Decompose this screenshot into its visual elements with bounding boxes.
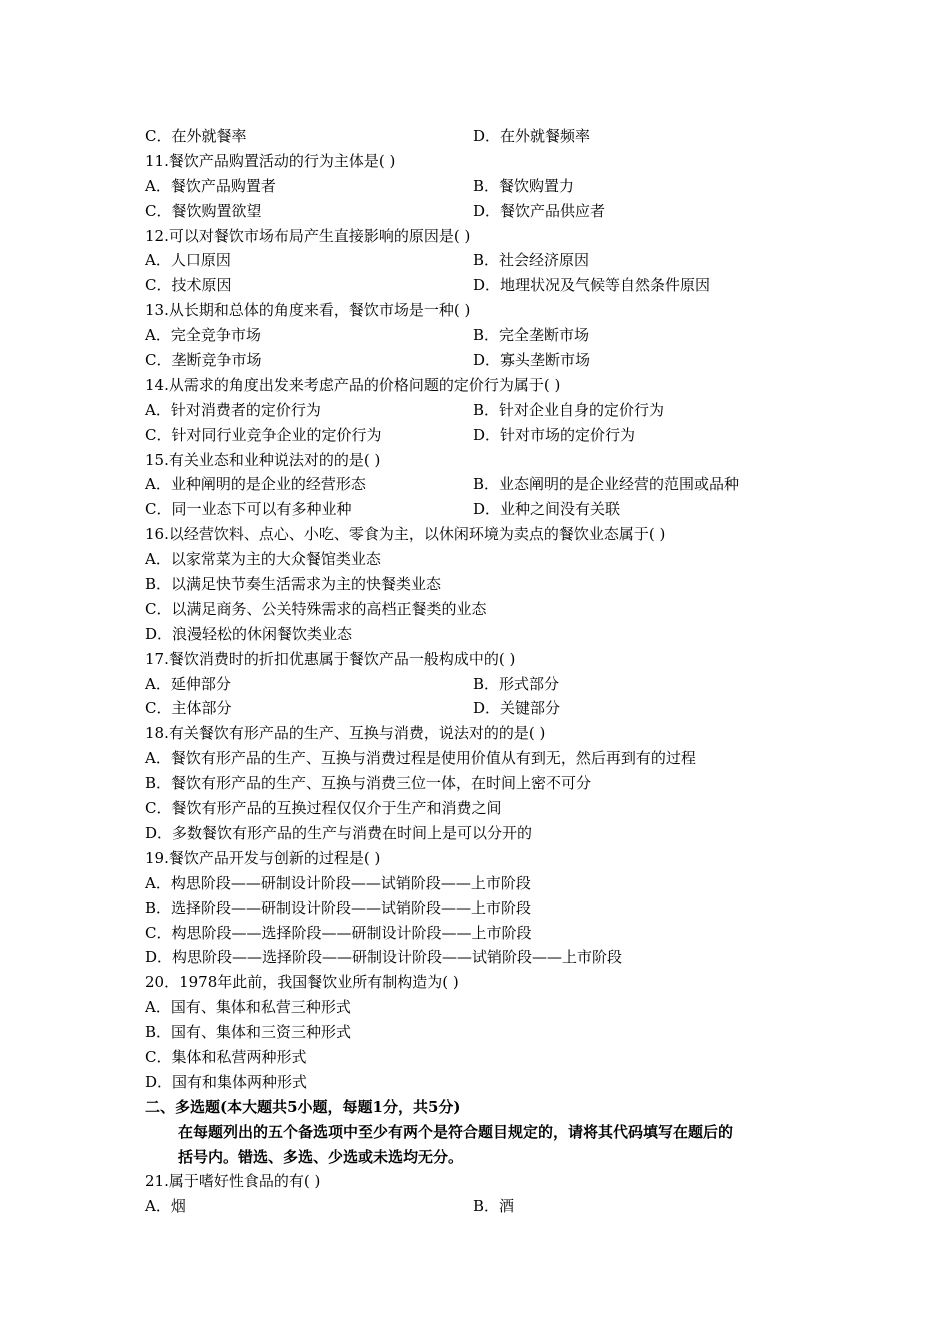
- exam-page: [145, 124, 825, 1219]
- question-stem: 20．1978年此前，我国餐饮业所有制构造为( ): [145, 973, 459, 992]
- option: A．针对消费者的定价行为: [145, 400, 321, 419]
- option: D．餐饮产品供应者: [473, 201, 606, 220]
- section-heading: 二、多选题(本大题共5小题，每题1分，共5分): [145, 1097, 461, 1116]
- question-stem: 13.从长期和总体的角度来看，餐饮市场是一种( ): [145, 301, 471, 320]
- option: D．在外就餐频率: [473, 127, 591, 145]
- option: C．以满足商务、公关特殊需求的高档正餐类的业态: [145, 599, 487, 618]
- option: B．餐饮购置力: [473, 176, 575, 195]
- option: D．多数餐饮有形产品的生产与消费在时间上是可以分开的: [145, 823, 533, 842]
- option: A．餐饮产品购置者: [145, 176, 276, 195]
- option-row: [145, 348, 825, 373]
- option-row: [145, 124, 825, 149]
- option: B．针对企业自身的定价行为: [473, 400, 665, 419]
- option: B．社会经济原因: [473, 251, 590, 270]
- option: C．餐饮有形产品的互换过程仅仅介于生产和消费之间: [145, 799, 502, 818]
- option: A．构思阶段——研制设计阶段——试销阶段——上市阶段: [145, 873, 531, 892]
- section-instructions: 括号内。错选、多选、少选或未选均无分。: [178, 1147, 464, 1166]
- option-row: [145, 696, 825, 721]
- option: D．针对市场的定价行为: [473, 425, 636, 444]
- option-row: [145, 423, 825, 448]
- option: A．延伸部分: [145, 674, 231, 693]
- option: A．国有、集体和私营三种形式: [145, 998, 351, 1017]
- option-row: [145, 398, 825, 423]
- question-stem: 17.餐饮消费时的折扣优惠属于餐饮产品一般构成中的( ): [145, 649, 516, 668]
- option: A．餐饮有形产品的生产、互换与消费过程是使用价值从有到无，然后再到有的过程: [145, 749, 696, 768]
- question-stem: 19.餐饮产品开发与创新的过程是( ): [145, 848, 381, 867]
- question-stem: 15.有关业态和业种说法对的的是( ): [145, 450, 381, 469]
- option: C．垄断竞争市场: [145, 351, 262, 370]
- option: A．完全竞争市场: [145, 326, 261, 345]
- option: D．地理状况及气候等自然条件原因: [473, 276, 711, 295]
- option: B．国有、集体和三资三种形式: [145, 1023, 352, 1042]
- option: B．完全垄断市场: [473, 326, 590, 345]
- question-stem: 18.有关餐饮有形产品的生产、互换与消费，说法对的的是( ): [145, 724, 546, 743]
- option: B．业态阐明的是企业经营的范围或品种: [473, 475, 740, 494]
- option: D．关键部分: [473, 699, 561, 718]
- question-stem: 12.可以对餐饮市场布局产生直接影响的原因是( ): [145, 226, 471, 245]
- option: D．寡头垄断市场: [473, 351, 591, 370]
- option: D．浪漫轻松的休闲餐饮类业态: [145, 624, 353, 643]
- question-stem: 21.属于嗜好性食品的有( ): [145, 1172, 321, 1191]
- question-stem: 14.从需求的角度出发来考虑产品的价格问题的定价行为属于( ): [145, 375, 561, 394]
- option-row: [145, 174, 825, 199]
- option: C．同一业态下可以有多种业种: [145, 500, 352, 519]
- option: C．集体和私营两种形式: [145, 1047, 307, 1066]
- option: C．构思阶段——选择阶段——研制设计阶段——上市阶段: [145, 923, 532, 942]
- option: B．形式部分: [473, 674, 560, 693]
- option: C．餐饮购置欲望: [145, 201, 262, 220]
- option: A．业种阐明的是企业的经营形态: [145, 475, 366, 494]
- option-row: [145, 497, 825, 522]
- option-row: [145, 472, 825, 497]
- option: B．酒: [473, 1197, 515, 1216]
- option: A．烟: [145, 1197, 186, 1216]
- option: A．以家常菜为主的大众餐馆类业态: [145, 550, 381, 569]
- option: C．在外就餐率: [145, 127, 247, 145]
- option: C．主体部分: [145, 699, 232, 718]
- option: C．针对同行业竞争企业的定价行为: [145, 425, 382, 444]
- option: A．人口原因: [145, 251, 231, 270]
- option: B．餐饮有形产品的生产、互换与消费三位一体，在时间上密不可分: [145, 774, 592, 793]
- option-row: [145, 199, 825, 224]
- section-instructions: 在每题列出的五个备选项中至少有两个是符合题目规定的，请将其代码填写在题后的: [178, 1122, 734, 1141]
- option: B．以满足快节奏生活需求为主的快餐类业态: [145, 575, 442, 594]
- question-stem: 16.以经营饮料、点心、小吃、零食为主，以休闲环境为卖点的餐饮业态属于( ): [145, 525, 666, 544]
- option: D．业种之间没有关联: [473, 500, 621, 519]
- option-row: [145, 273, 825, 298]
- option-row: [145, 323, 825, 348]
- option: D．国有和集体两种形式: [145, 1072, 308, 1091]
- option-row: [145, 248, 825, 273]
- question-stem: 11.餐饮产品购置活动的行为主体是( ): [145, 151, 396, 170]
- option-row: [145, 1194, 825, 1219]
- option: D．构思阶段——选择阶段——研制设计阶段——试销阶段——上市阶段: [145, 948, 623, 967]
- option: C．技术原因: [145, 276, 232, 295]
- option: B．选择阶段——研制设计阶段——试销阶段——上市阶段: [145, 898, 532, 917]
- option-row: [145, 672, 825, 697]
